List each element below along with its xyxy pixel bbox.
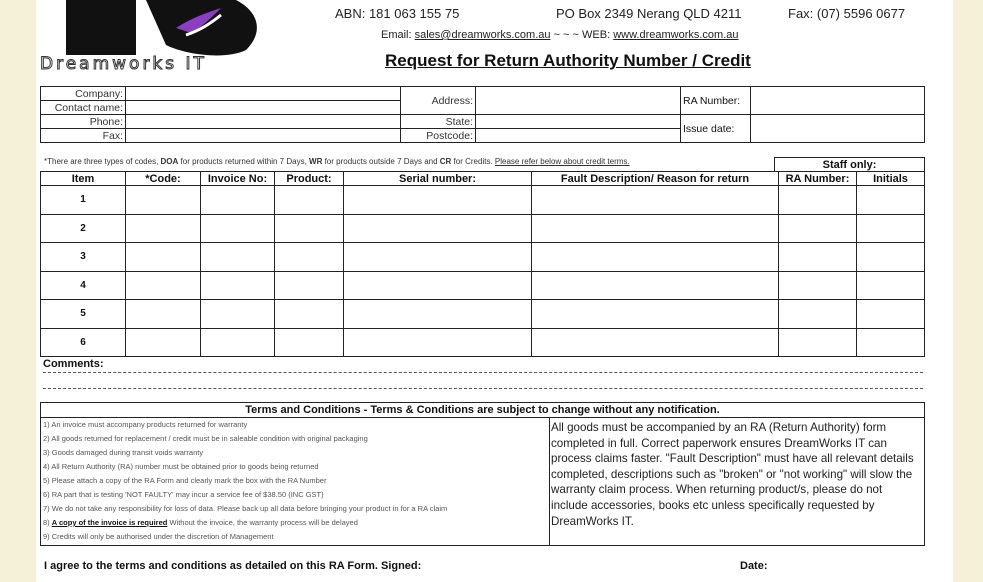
issue-date-field[interactable] — [751, 115, 925, 143]
item-cell[interactable] — [201, 186, 275, 215]
col-serial: Serial number: — [344, 172, 532, 186]
table-row — [41, 300, 925, 329]
item-cell[interactable] — [532, 328, 779, 357]
note-text: for products outside 7 Days and — [322, 157, 440, 166]
item-cell[interactable] — [779, 328, 857, 357]
col-product: Product: — [275, 172, 344, 186]
col-fault: Fault Description/ Reason for return — [532, 172, 779, 186]
item-cell[interactable] — [275, 328, 344, 357]
terms-item: 9) Credits will only be authorised under the discretion of Management — [43, 532, 274, 541]
item-cell[interactable] — [857, 186, 925, 215]
note-text: *There are three types of codes, — [44, 157, 161, 166]
item-cell[interactable] — [201, 271, 275, 300]
col-code: *Code: — [126, 172, 201, 186]
item-cell[interactable] — [201, 243, 275, 272]
item-cell[interactable] — [857, 214, 925, 243]
logo-text: Dreamworks IT — [40, 54, 207, 74]
item-cell[interactable] — [532, 271, 779, 300]
item-cell[interactable] — [344, 186, 532, 215]
item-cell[interactable] — [275, 271, 344, 300]
form-title: Request for Return Authority Number / Credit — [385, 51, 751, 70]
terms-item: 1) An invoice must accompany products returned for warranty — [43, 420, 248, 429]
separator: ~ ~ ~ — [550, 29, 583, 41]
item-cell[interactable] — [857, 271, 925, 300]
invoice-required-text: A copy of the invoice is required — [51, 518, 168, 527]
company-label: Company: — [41, 87, 126, 101]
item-cell[interactable] — [344, 271, 532, 300]
terms-item: 7) We do not take any responsibility for loss of data. Please back up all data before bringing your product in for a RA claim — [43, 504, 448, 513]
item-cell[interactable] — [779, 243, 857, 272]
fax-field[interactable] — [126, 129, 401, 143]
phone-field[interactable] — [126, 115, 401, 129]
item-cell[interactable] — [532, 214, 779, 243]
item-cell[interactable] — [344, 328, 532, 357]
terms-item: 3) Goods damaged during transit voids warranty — [43, 448, 204, 457]
email-label: Email: — [381, 29, 415, 41]
terms-item: 6) RA part that is testing 'NOT FAULTY' may incur a service fee of $38.50 (INC GST) — [43, 490, 324, 499]
issue-date-label: Issue date: — [681, 115, 751, 143]
web-link[interactable]: www.dreamworks.com.au — [613, 29, 739, 41]
item-cell[interactable] — [779, 300, 857, 329]
terms-item-number: 8) — [43, 518, 52, 527]
item-cell[interactable] — [275, 214, 344, 243]
comments-line[interactable] — [43, 372, 923, 373]
terms-item-rest: Without the invoice, the warranty process will be delayed — [167, 518, 358, 527]
contact-label: Contact name: — [41, 101, 126, 115]
po-box: PO Box 2349 Nerang QLD 4211 — [556, 6, 742, 21]
note-doa: DOA — [160, 157, 179, 166]
item-cell[interactable] — [344, 300, 532, 329]
item-cell[interactable] — [779, 214, 857, 243]
terms-item: 4) All Return Authority (RA) number must be obtained prior to goods being returned — [43, 462, 319, 471]
item-cell[interactable] — [126, 186, 201, 215]
col-invoice: Invoice No: — [201, 172, 275, 186]
state-field[interactable] — [476, 115, 681, 129]
terms-box — [40, 402, 925, 546]
item-cell[interactable] — [126, 214, 201, 243]
item-cell[interactable] — [126, 243, 201, 272]
code-note — [44, 157, 630, 166]
terms-item: 2) All goods returned for replacement / credit must be in saleable condition with original packaging — [43, 434, 368, 443]
table-row — [41, 186, 925, 215]
comments-line[interactable] — [43, 388, 923, 389]
terms-item: 5) Please attach a copy of the RA Form and clearly mark the box with the RA Number — [43, 476, 327, 485]
address-field[interactable] — [476, 87, 681, 115]
note-credit-link: Please refer below about credit terms. — [494, 157, 630, 166]
address-label: Address: — [401, 87, 476, 115]
state-label: State: — [401, 115, 476, 129]
email-link[interactable]: sales@dreamworks.com.au — [414, 29, 551, 41]
note-cr: CR — [439, 157, 452, 166]
col-initials: Initials — [857, 172, 925, 186]
item-cell[interactable] — [779, 186, 857, 215]
terms-list — [41, 418, 550, 545]
table-row — [41, 214, 925, 243]
item-cell[interactable] — [857, 300, 925, 329]
note-text: for Credits. — [451, 157, 495, 166]
contact-field[interactable] — [126, 101, 401, 115]
item-cell[interactable] — [344, 214, 532, 243]
col-item: Item — [41, 172, 126, 186]
item-number: 5 — [41, 300, 126, 329]
item-cell[interactable] — [857, 328, 925, 357]
item-cell[interactable] — [532, 300, 779, 329]
customer-details-table — [40, 86, 925, 143]
right-margin — [953, 0, 983, 582]
note-text: for products returned within 7 Days, — [178, 157, 310, 166]
agreement-statement: I agree to the terms and conditions as detailed on this RA Form. Signed: — [44, 560, 422, 572]
table-row — [41, 243, 925, 272]
terms-item — [41, 516, 549, 530]
item-cell[interactable] — [275, 186, 344, 215]
items-header-row — [41, 172, 925, 186]
ra-number-field[interactable] — [751, 87, 925, 115]
postcode-field[interactable] — [476, 129, 681, 143]
ra-number-label: RA Number: — [681, 87, 751, 115]
item-cell[interactable] — [532, 186, 779, 215]
item-cell[interactable] — [344, 243, 532, 272]
web-label: WEB: — [582, 29, 614, 41]
item-cell[interactable] — [779, 271, 857, 300]
item-number: 3 — [41, 243, 126, 272]
item-cell[interactable] — [532, 243, 779, 272]
comments-label: Comments: — [43, 358, 104, 370]
col-ra-number: RA Number: — [779, 172, 857, 186]
item-cell[interactable] — [857, 243, 925, 272]
item-number: 2 — [41, 214, 126, 243]
item-cell[interactable] — [275, 300, 344, 329]
item-number: 6 — [41, 328, 126, 357]
abn: ABN: 181 063 155 75 — [335, 6, 460, 21]
phone-label: Phone: — [41, 115, 126, 129]
fax-label: Fax: — [41, 129, 126, 143]
items-table — [40, 171, 925, 357]
item-cell[interactable] — [126, 271, 201, 300]
fax-number: Fax: (07) 5596 0677 — [788, 6, 906, 21]
item-cell[interactable] — [201, 300, 275, 329]
item-cell[interactable] — [126, 300, 201, 329]
item-cell[interactable] — [275, 243, 344, 272]
terms-heading: Terms and Conditions - Terms & Conditions are subject to change without any notification. — [41, 403, 924, 418]
company-field[interactable] — [126, 87, 401, 101]
note-wr: WR — [309, 157, 323, 166]
item-cell[interactable] — [126, 328, 201, 357]
item-cell[interactable] — [201, 214, 275, 243]
date-label: Date: — [740, 560, 768, 572]
table-row — [41, 271, 925, 300]
left-margin — [0, 0, 36, 582]
staff-only-heading: Staff only: — [774, 157, 925, 171]
contact-line — [381, 29, 739, 41]
item-cell[interactable] — [201, 328, 275, 357]
table-row — [41, 328, 925, 357]
item-number: 1 — [41, 186, 126, 215]
items-body — [41, 186, 925, 357]
postcode-label: Postcode: — [401, 129, 476, 143]
terms-summary: All goods must be accompanied by an RA (Return Authority) form completed in full. Correct paperwork ensures DreamWorks IT can process claims faster. "Fault Description" must have all relevant details completed, descriptions such as "broken" or "not working" will slow the warranty claim process. When returning product/s, please do not include accessories, books etc unless specifically requested by DreamWorks IT. — [551, 421, 914, 528]
item-number: 4 — [41, 271, 126, 300]
